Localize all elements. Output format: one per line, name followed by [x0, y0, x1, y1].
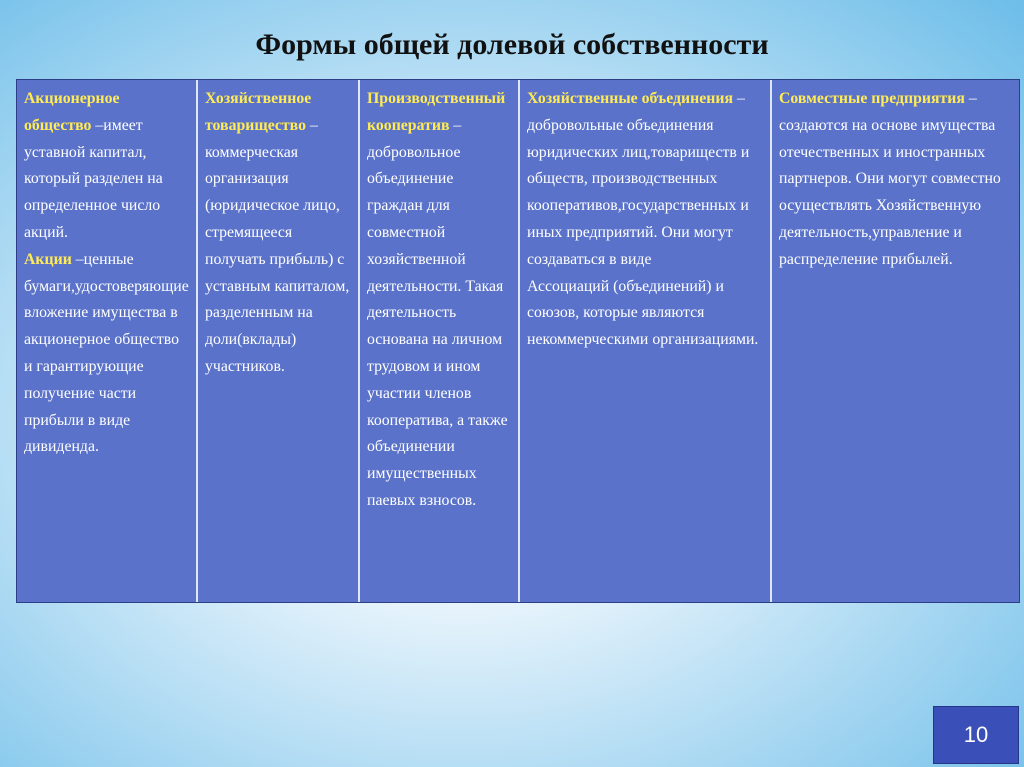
- term-business-partnership: Хозяйственное товарищество: [205, 90, 312, 134]
- column-business-partnership: [198, 80, 360, 602]
- cell-paragraph: [367, 86, 512, 515]
- slide-title: Формы общей долевой собственности: [255, 28, 769, 61]
- term-joint-stock-company: Акционерное общество: [24, 90, 120, 134]
- cell-paragraph: [24, 86, 190, 247]
- term-production-cooperative: Производственный кооператив: [367, 90, 506, 134]
- term-business-associations: Хозяйственные объединения: [527, 90, 733, 107]
- definition-text: – коммерческая организация (юридическое лицо, стремящееся получать прибыль) с уставным капиталом, разделенным на доли(вклады) участников.: [205, 116, 350, 375]
- cell-paragraph: [24, 247, 190, 461]
- cell-paragraph: [779, 86, 1013, 274]
- definition-text: – добровольное объединение граждан для совместной хозяйственной деятельности. Такая деятельность основана на личном трудовом и ином участии членов кооператива, а также объединении имущественных паевых взносов.: [367, 116, 508, 509]
- cell-paragraph: Ассоциаций (объединений) и союзов, которые являются некоммерческими организациями.: [527, 277, 759, 349]
- definition-text: – создаются на основе имущества отечественных и иностранных партнеров. Они могут совместно осуществлять Хозяйственную деятельность,управление и распределение прибылей.: [779, 90, 1001, 268]
- cell-paragraph: [527, 86, 764, 274]
- page-number: 10: [933, 706, 1019, 764]
- term-joint-ventures: Совместные предприятия: [779, 90, 965, 107]
- definition-text: – добровольные объединения юридических лиц,товариществ и обществ, производственных кооперативов,государственных и иных предприятий. Они могут создаваться в виде: [527, 90, 750, 268]
- column-joint-ventures: [772, 80, 1019, 602]
- column-production-cooperative: [360, 80, 520, 602]
- definition-text: –ценные бумаги,удостоверяющие вложение имущества в акционерное общество и гарантирующие получение части прибыли в виде дивиденда.: [24, 250, 189, 456]
- term-shares: Акции: [24, 250, 72, 268]
- column-business-associations: [520, 80, 772, 602]
- definition-text: –имеет уставной капитал, который разделен на определенное число акций.: [24, 116, 163, 241]
- column-joint-stock-company: [17, 80, 198, 602]
- ownership-forms-table: [16, 79, 1020, 603]
- cell-paragraph: [205, 86, 352, 381]
